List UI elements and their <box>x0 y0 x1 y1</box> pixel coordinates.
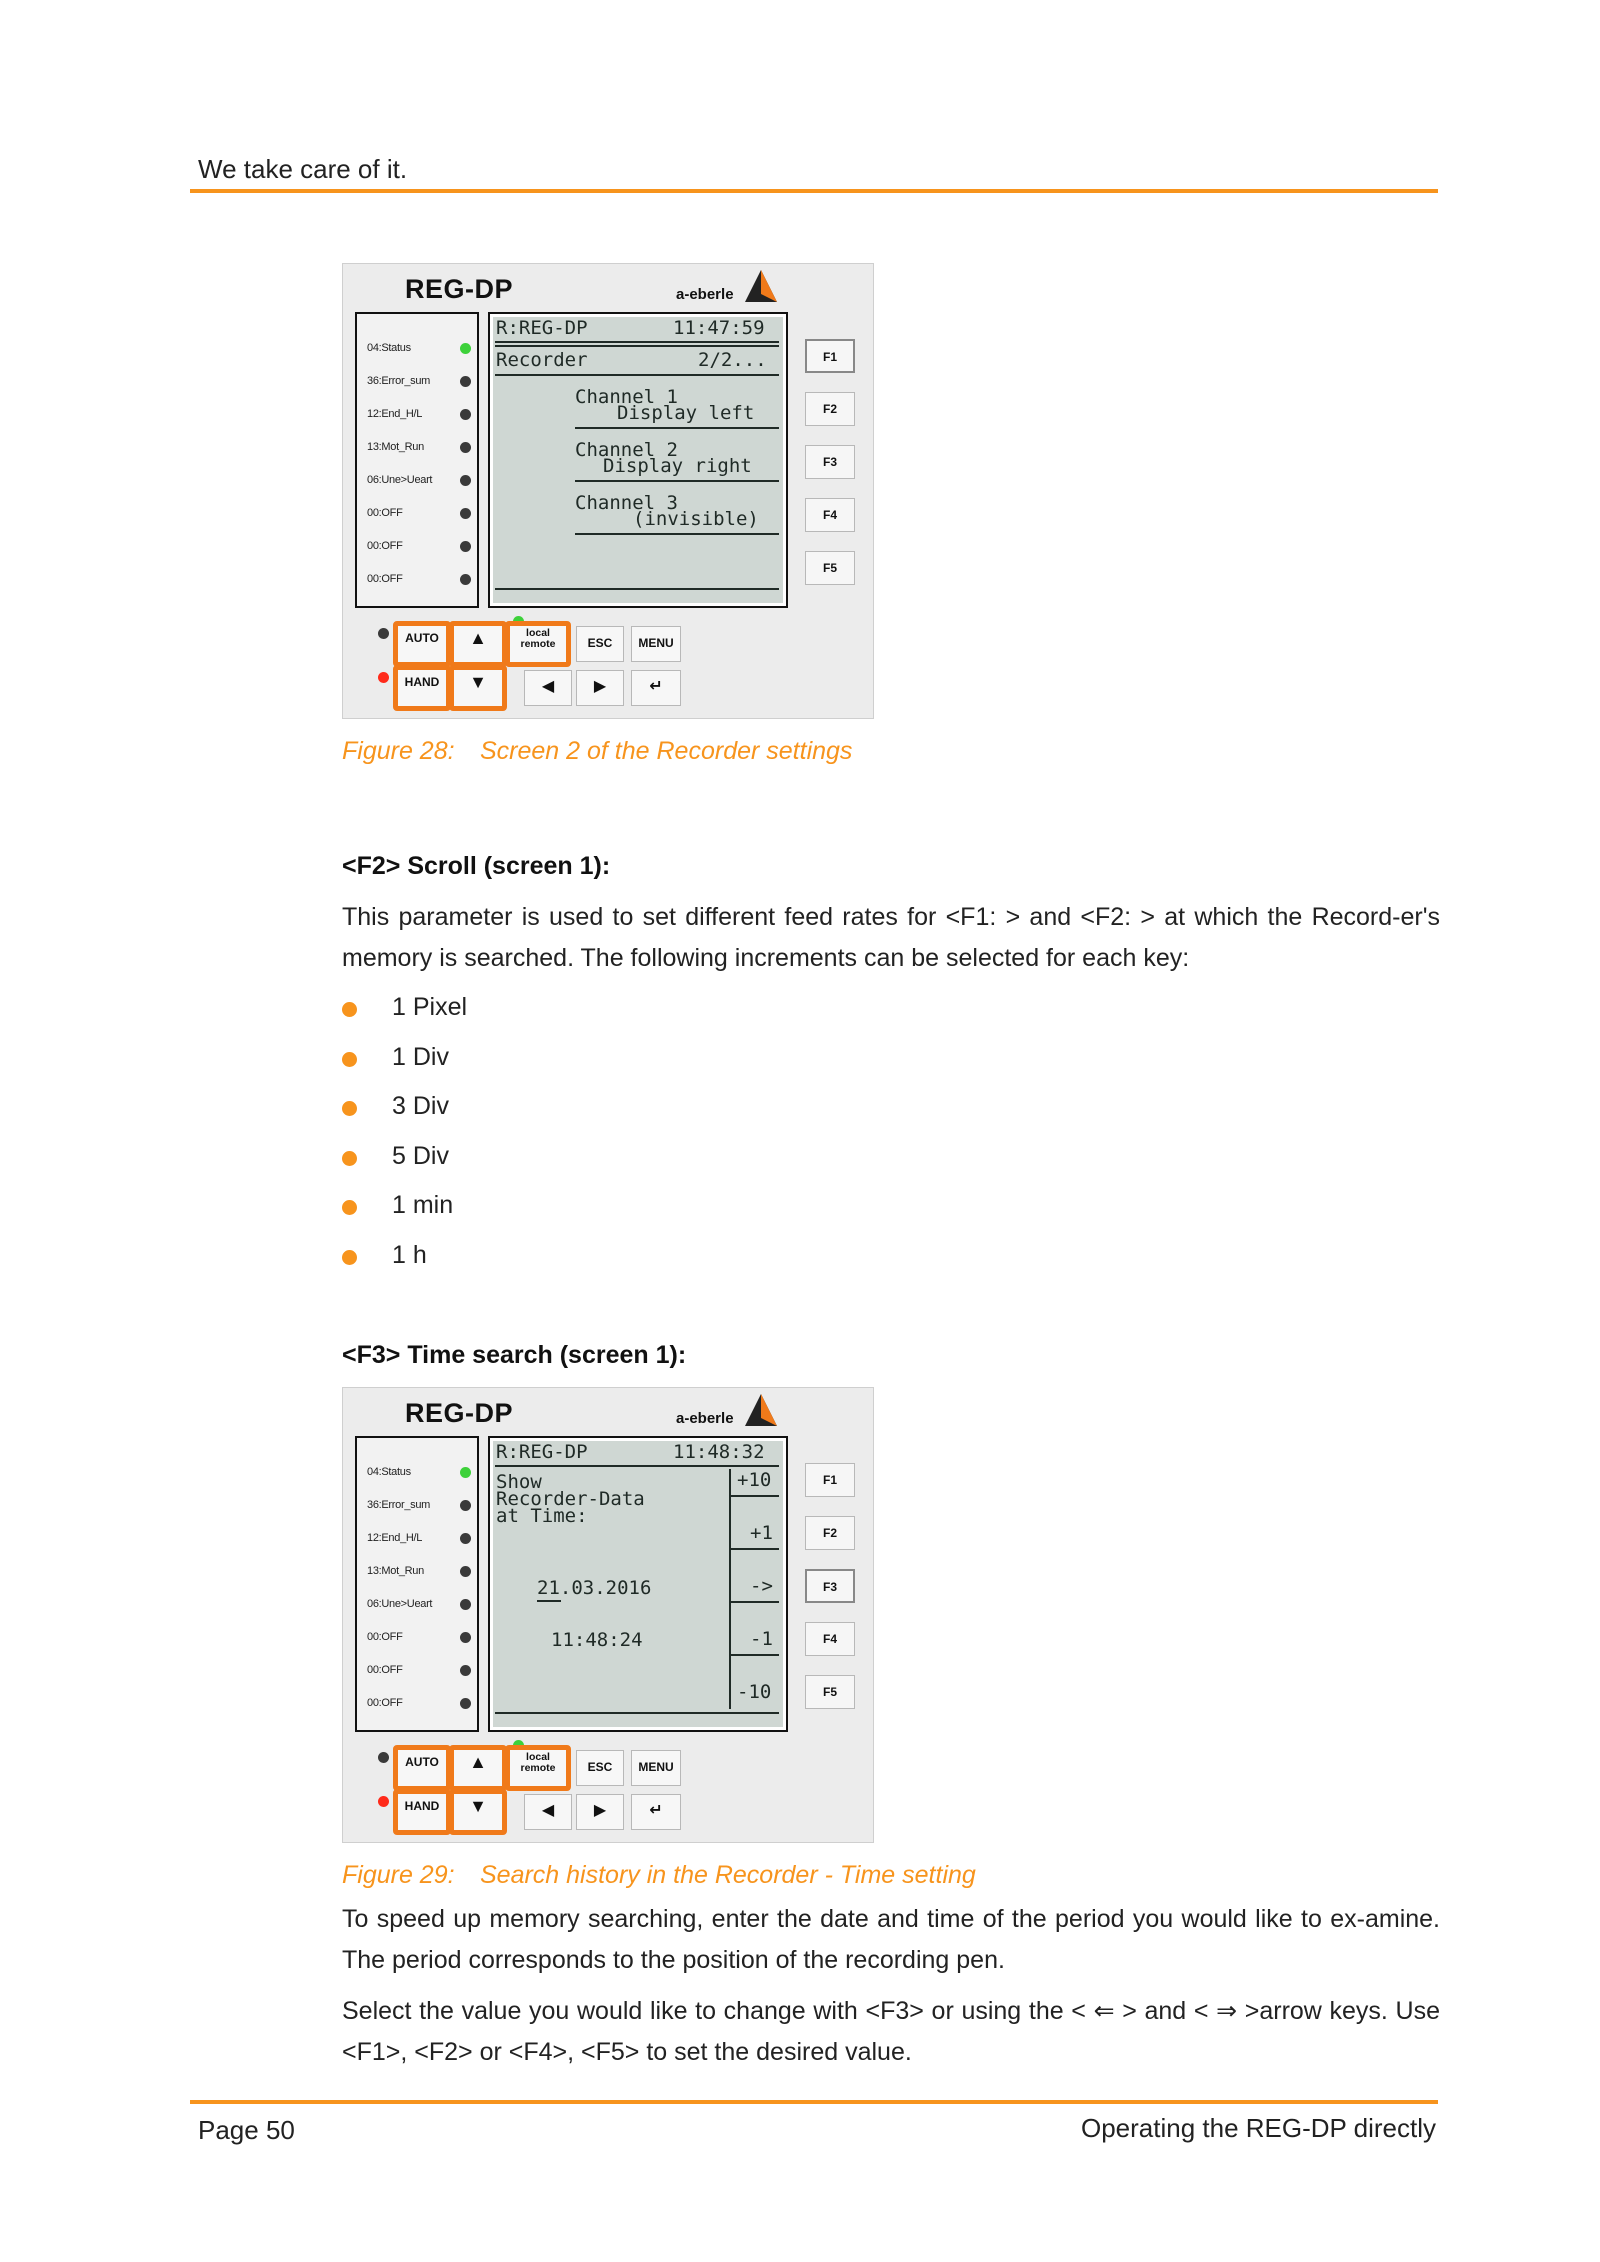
led-row <box>367 1660 475 1680</box>
footer-rule <box>190 2100 1438 2104</box>
led-label: 13:Mot_Run <box>367 441 424 453</box>
menu-button[interactable]: MENU <box>631 1750 681 1786</box>
lcd-clock-value: 11:48:24 <box>551 1629 643 1651</box>
lcd-softkey-divider <box>729 1469 731 1709</box>
lcd-line-3: at Time: <box>496 1505 588 1527</box>
lcd-screen <box>488 312 788 608</box>
auto-button[interactable]: AUTO <box>393 1745 451 1791</box>
lcd-channel-1-label: Channel 1 <box>575 386 678 408</box>
led-indicator <box>460 343 471 354</box>
auto-indicator <box>378 1752 389 1763</box>
right-arrow-button[interactable]: ▶ <box>576 1794 624 1830</box>
bullet-icon <box>342 1200 357 1215</box>
led-row <box>367 569 475 589</box>
f2-key[interactable]: F2 <box>805 1516 855 1550</box>
led-row <box>367 1693 475 1713</box>
lcd-divider <box>575 533 779 535</box>
section-f2-paragraph: This parameter is used to set different feed rates for <F1: > and <F2: > at which the Record-er's memory is searched. The following increments can be selected for each key: <box>342 903 1440 972</box>
led-row <box>367 1528 475 1548</box>
caption-text: Search history in the Recorder - Time setting <box>480 1861 976 1889</box>
led-indicator <box>460 541 471 552</box>
lcd-line-1: Show <box>496 1471 542 1493</box>
led-row <box>367 371 475 391</box>
lcd-softkey-plus1: +1 <box>750 1522 773 1544</box>
esc-button[interactable]: ESC <box>576 626 624 662</box>
list-item-text: 1 min <box>392 1191 454 1219</box>
lcd-divider <box>731 1548 779 1550</box>
hand-indicator <box>378 1796 389 1807</box>
list-item-text: 1 Div <box>392 1043 449 1071</box>
left-arrow-button[interactable]: ◀ <box>524 1794 572 1830</box>
led-label: 13:Mot_Run <box>367 1565 424 1577</box>
brand-logo-icon <box>743 268 779 304</box>
f1-key[interactable]: F1 <box>805 1463 855 1497</box>
device-brand: a-eberle <box>676 286 734 303</box>
led-indicator <box>460 1500 471 1511</box>
lcd-title: R:REG-DP <box>496 1441 588 1463</box>
lcd-softkey-plus10: +10 <box>737 1469 772 1491</box>
caption-text: Screen 2 of the Recorder settings <box>480 737 853 765</box>
lcd-divider <box>575 480 779 482</box>
page-header: We take care of it. <box>198 154 408 184</box>
led-indicator <box>460 409 471 420</box>
f5-key[interactable]: F5 <box>805 551 855 585</box>
f2-key[interactable]: F2 <box>805 392 855 426</box>
lcd-softkey-minus1: -1 <box>750 1628 773 1650</box>
lcd-menu-title: Recorder <box>496 349 588 371</box>
led-row <box>367 470 475 490</box>
lcd-screen <box>488 1436 788 1732</box>
lcd-channel-3-label: Channel 3 <box>575 492 678 514</box>
lcd-time: 11:47:59 <box>673 317 765 339</box>
lcd-softkey-minus10: -10 <box>737 1681 772 1703</box>
device-panel-figure-29 <box>342 1387 874 1843</box>
led-indicator <box>460 1632 471 1643</box>
lcd-divider <box>575 427 779 429</box>
lcd-date-value: 21.03.2016 <box>537 1577 652 1599</box>
lcd-divider <box>495 341 779 343</box>
hand-indicator <box>378 672 389 683</box>
f3-key[interactable]: F3 <box>805 445 855 479</box>
down-arrow-button[interactable]: ▼ <box>449 665 507 711</box>
device-model: REG-DP <box>405 1398 514 1428</box>
led-row <box>367 503 475 523</box>
led-label: 04:Status <box>367 1466 411 1478</box>
esc-button[interactable]: ESC <box>576 1750 624 1786</box>
bullet-icon <box>342 1002 357 1017</box>
lcd-time: 11:48:32 <box>673 1441 765 1463</box>
led-label: 06:Une>Ueart <box>367 1598 433 1610</box>
f3-key[interactable]: F3 <box>805 1569 855 1603</box>
caption-number: Figure 28: <box>342 737 455 765</box>
brand-logo-icon <box>743 1392 779 1428</box>
lcd-cursor <box>537 1600 561 1602</box>
device-panel-figure-28 <box>342 263 874 719</box>
bullet-icon <box>342 1151 357 1166</box>
f4-key[interactable]: F4 <box>805 498 855 532</box>
lcd-divider <box>495 1712 779 1714</box>
led-indicator <box>460 1599 471 1610</box>
led-label: 04:Status <box>367 342 411 354</box>
local-remote-button[interactable] <box>505 621 571 667</box>
lcd-divider <box>731 1601 779 1603</box>
section-heading-f3: <F3> Time search (screen 1): <box>342 1341 687 1369</box>
remote-label: remote <box>520 638 556 650</box>
led-panel <box>355 312 479 608</box>
bullet-icon <box>342 1250 357 1265</box>
lcd-page-indicator: 2/2... <box>698 349 767 371</box>
figure-29-caption <box>342 1861 976 1890</box>
led-row <box>367 1561 475 1581</box>
body-paragraph-1: To speed up memory searching, enter the date and time of the period you would like to ex-amine. The period corresponds to the position of the recording pen. <box>342 1905 1440 1974</box>
local-label: local <box>526 1751 550 1763</box>
led-panel <box>355 1436 479 1732</box>
led-label: 00:OFF <box>367 1664 403 1676</box>
lcd-divider <box>731 1654 779 1656</box>
down-arrow-button[interactable]: ▼ <box>449 1789 507 1835</box>
led-indicator <box>460 475 471 486</box>
bullet-icon <box>342 1101 357 1116</box>
led-label: 06:Une>Ueart <box>367 474 433 486</box>
lcd-display <box>493 1441 783 1727</box>
hand-button[interactable]: HAND <box>393 665 451 711</box>
led-label: 00:OFF <box>367 540 403 552</box>
local-label: local <box>526 627 550 639</box>
lcd-channel-2-value: Display right <box>603 455 752 477</box>
list-item-text: 1 Pixel <box>392 993 468 1021</box>
list-item-text: 3 Div <box>392 1092 449 1120</box>
led-indicator <box>460 574 471 585</box>
up-arrow-button[interactable]: ▲ <box>449 621 507 667</box>
led-indicator <box>460 1566 471 1577</box>
f4-key[interactable]: F4 <box>805 1622 855 1656</box>
footer-section-title: Operating the REG-DP directly <box>1081 2113 1436 2143</box>
led-indicator <box>460 1533 471 1544</box>
body-paragraph-2: Select the value you would like to change with <F3> or using the < ⇐ > and < ⇒ >arrow keys. Use <F1>, <F2> or <F4>, <F5> to set the desired value. <box>342 1997 1440 2066</box>
auto-button[interactable]: AUTO <box>393 621 451 667</box>
header-rule <box>190 189 1438 193</box>
led-row <box>367 1462 475 1482</box>
list-item-text: 5 Div <box>392 1142 449 1170</box>
led-indicator <box>460 376 471 387</box>
lcd-divider <box>495 374 779 376</box>
led-indicator <box>460 1665 471 1676</box>
lcd-divider <box>495 588 779 590</box>
led-row <box>367 1627 475 1647</box>
led-label: 12:End_H/L <box>367 1532 423 1544</box>
right-arrow-button[interactable]: ▶ <box>576 670 624 706</box>
device-brand: a-eberle <box>676 1410 734 1427</box>
led-row <box>367 404 475 424</box>
led-label: 12:End_H/L <box>367 408 423 420</box>
led-indicator <box>460 1467 471 1478</box>
auto-indicator <box>378 628 389 639</box>
hand-button[interactable]: HAND <box>393 1789 451 1835</box>
lcd-divider <box>731 1495 779 1497</box>
remote-label: remote <box>520 1762 556 1774</box>
local-remote-button[interactable] <box>505 1745 571 1791</box>
up-arrow-button[interactable]: ▲ <box>449 1745 507 1791</box>
led-row <box>367 1495 475 1515</box>
led-label: 00:OFF <box>367 573 403 585</box>
caption-number: Figure 29: <box>342 1861 455 1889</box>
f1-key[interactable]: F1 <box>805 339 855 373</box>
menu-button[interactable]: MENU <box>631 626 681 662</box>
lcd-title: R:REG-DP <box>496 317 588 339</box>
lcd-softkey-next: -> <box>750 1575 773 1597</box>
led-label: 00:OFF <box>367 507 403 519</box>
list-item-text: 1 h <box>392 1241 427 1269</box>
led-label: 00:OFF <box>367 1697 403 1709</box>
f5-key[interactable]: F5 <box>805 1675 855 1709</box>
led-row <box>367 536 475 556</box>
device-model: REG-DP <box>405 274 514 304</box>
lcd-channel-1-value: Display left <box>617 402 755 424</box>
lcd-display <box>493 317 783 603</box>
figure-28-caption <box>342 737 852 766</box>
led-indicator <box>460 508 471 519</box>
led-label: 00:OFF <box>367 1631 403 1643</box>
lcd-line-2: Recorder-Data <box>496 1488 645 1510</box>
enter-button[interactable]: ↵ <box>631 670 681 706</box>
lcd-channel-3-value: (invisible) <box>633 508 759 530</box>
bullet-icon <box>342 1052 357 1067</box>
lcd-divider <box>495 345 779 347</box>
enter-button[interactable]: ↵ <box>631 1794 681 1830</box>
page-number: Page 50 <box>198 2115 295 2145</box>
led-indicator <box>460 1698 471 1709</box>
led-row <box>367 338 475 358</box>
lcd-channel-2-label: Channel 2 <box>575 439 678 461</box>
left-arrow-button[interactable]: ◀ <box>524 670 572 706</box>
led-indicator <box>460 442 471 453</box>
led-row <box>367 1594 475 1614</box>
lcd-divider <box>495 1465 779 1467</box>
led-label: 36:Error_sum <box>367 1499 431 1511</box>
led-row <box>367 437 475 457</box>
led-label: 36:Error_sum <box>367 375 431 387</box>
section-heading-f2: <F2> Scroll (screen 1): <box>342 852 611 880</box>
